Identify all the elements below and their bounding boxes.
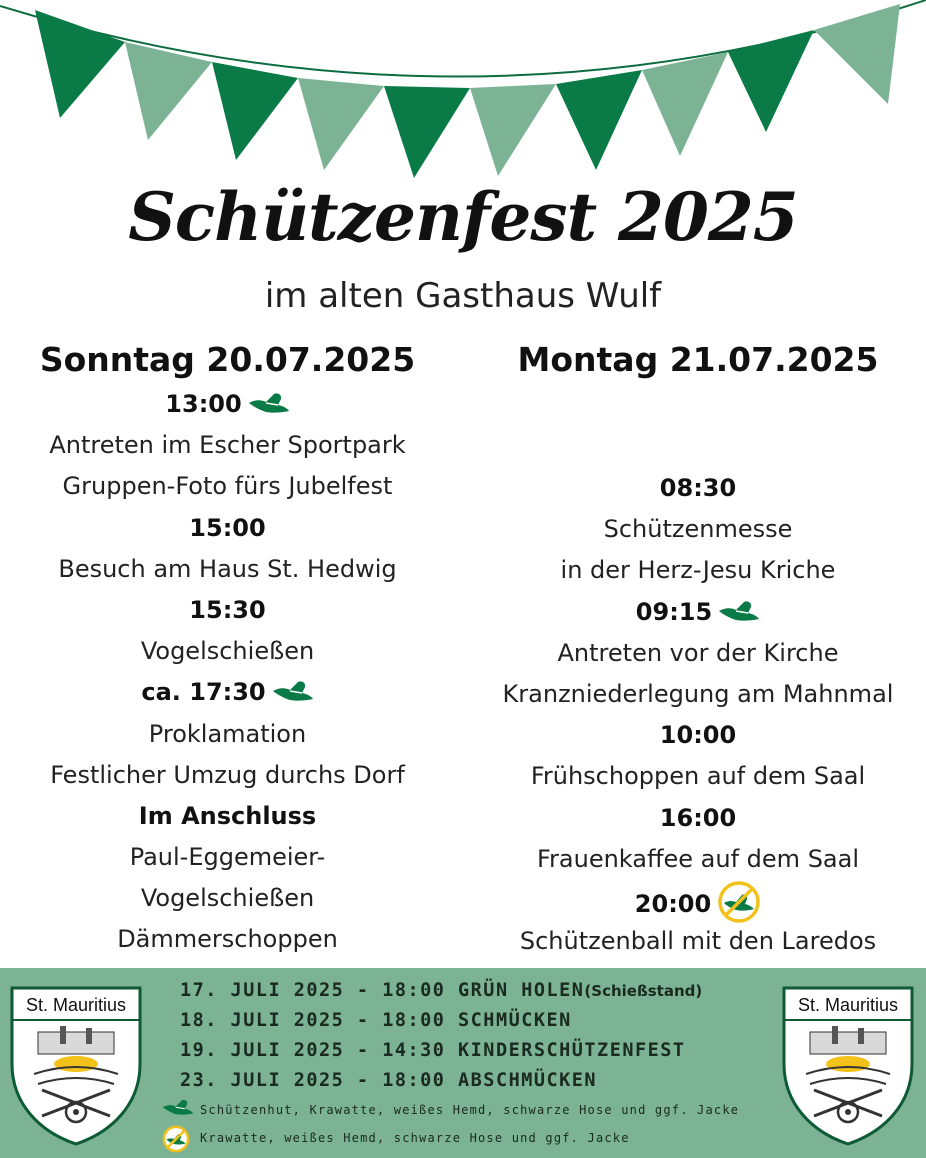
legend-hat-text: Schützenhut, Krawatte, weißes Hemd, schwarze Hose und ggf. Jacke — [200, 1103, 740, 1117]
time-entry — [0, 384, 455, 425]
bunting-flag — [212, 62, 298, 160]
line-text: Besuch am Haus St. Hedwig — [58, 554, 397, 583]
event-line — [470, 674, 926, 715]
bunting-flag — [728, 30, 814, 132]
event-line — [0, 425, 455, 466]
bunting-flag — [384, 86, 470, 178]
date-text: 18. JULI 2025 - 18:00 SCHMÜCKEN — [180, 1010, 572, 1031]
line-text: 15:00 — [189, 513, 266, 542]
line-text: Paul-Eggemeier- — [129, 843, 326, 872]
date-row — [180, 976, 780, 1006]
hat-icon — [272, 679, 314, 705]
time-entry — [470, 468, 926, 509]
line-text: 15:30 — [189, 595, 266, 624]
event-line — [470, 633, 926, 674]
monday-spacer — [470, 384, 926, 468]
line-text: Vogelschießen — [140, 637, 315, 666]
event-line — [470, 756, 926, 797]
date-row — [180, 1066, 780, 1096]
no-hat-icon — [162, 1125, 190, 1153]
legend-no-hat-text: Krawatte, weißes Hemd, schwarze Hose und ggf. Jacke — [200, 1131, 630, 1145]
line-text: Im Anschluss — [138, 801, 317, 830]
date-row — [180, 1006, 780, 1036]
event-line — [470, 839, 926, 880]
line-text: Schützenball mit den Laredos — [519, 927, 877, 956]
bunting-flag — [814, 4, 900, 104]
bunting-flag — [642, 52, 728, 156]
bunting-flag — [470, 84, 556, 176]
date-text: 17. JULI 2025 - 18:00 GRÜN HOLEN — [180, 980, 585, 1001]
line-text: Antreten im Escher Sportpark — [49, 431, 406, 460]
line-text: Vogelschießen — [140, 884, 315, 913]
hat-icon — [162, 1097, 194, 1119]
crest-right — [780, 986, 916, 1146]
legend-hat — [162, 1096, 782, 1124]
line-text: Antreten vor der Kirche — [557, 638, 839, 667]
event-line — [470, 509, 926, 550]
time-entry — [0, 796, 455, 837]
line-text: 08:30 — [659, 474, 737, 502]
monday-lines — [470, 468, 926, 962]
event-line — [470, 921, 926, 962]
line-text: 20:00 — [634, 889, 712, 918]
event-line — [0, 919, 455, 960]
crest-label: St. Mauritius — [797, 995, 899, 1015]
bunting-flag — [35, 10, 125, 118]
bunting-flag — [125, 42, 212, 140]
line-text: in der Herz-Jesu Kriche — [560, 556, 836, 585]
crest-left — [8, 986, 144, 1146]
sunday-schedule — [0, 336, 455, 961]
event-line — [0, 549, 455, 590]
time-entry — [470, 715, 926, 756]
event-line — [0, 878, 455, 919]
page-title: Schützenfest 2025 — [128, 178, 798, 256]
line-text: ca. 17:30 — [141, 678, 266, 707]
time-entry — [0, 508, 455, 549]
sunday-lines — [0, 384, 455, 961]
page-subtitle: im alten Gasthaus Wulf — [264, 276, 662, 316]
no-hat-icon — [717, 880, 761, 924]
time-entry — [470, 592, 926, 633]
line-text: 09:15 — [635, 597, 713, 626]
line-text: Festlicher Umzug durchs Dorf — [50, 760, 405, 789]
line-text: 13:00 — [165, 390, 242, 418]
line-text: 16:00 — [659, 803, 737, 832]
time-entry — [470, 798, 926, 839]
sunday-heading: Sonntag 20.07.2025 — [39, 340, 416, 379]
crest-label: St. Mauritius — [25, 995, 127, 1015]
monday-heading: Montag 21.07.2025 — [517, 340, 879, 379]
date-row — [180, 1036, 780, 1066]
preparation-dates — [180, 976, 780, 1096]
line-text: Gruppen-Foto fürs Jubelfest — [62, 472, 393, 501]
monday-schedule — [470, 336, 926, 962]
event-line — [0, 837, 455, 878]
time-entry — [470, 880, 926, 921]
hat-icon — [248, 391, 290, 417]
bunting-decoration — [0, 0, 926, 185]
date-note: (Schießstand) — [584, 982, 703, 1000]
time-entry — [0, 672, 455, 713]
line-text: Dämmerschoppen — [117, 925, 338, 954]
footer-band — [0, 968, 926, 1158]
date-text: 23. JULI 2025 - 18:00 ABSCHMÜCKEN — [180, 1070, 598, 1091]
event-line — [0, 466, 455, 507]
event-line — [0, 714, 455, 755]
line-text: Kranzniederlegung am Mahnmal — [502, 679, 894, 708]
event-line — [0, 755, 455, 796]
line-text: Frauenkaffee auf dem Saal — [536, 844, 860, 873]
line-text: 10:00 — [659, 721, 737, 750]
event-line — [470, 550, 926, 591]
hat-icon — [718, 599, 760, 625]
legend-no-hat — [162, 1124, 782, 1152]
bunting-flag — [556, 70, 642, 170]
event-line — [0, 631, 455, 672]
line-text: Frühschoppen auf dem Saal — [530, 762, 866, 791]
line-text: Schützenmesse — [603, 515, 793, 544]
bunting-flag — [298, 78, 384, 170]
date-text: 19. JULI 2025 - 14:30 KINDERSCHÜTZENFEST — [180, 1040, 686, 1061]
time-entry — [0, 590, 455, 631]
line-text: Proklamation — [148, 719, 307, 748]
